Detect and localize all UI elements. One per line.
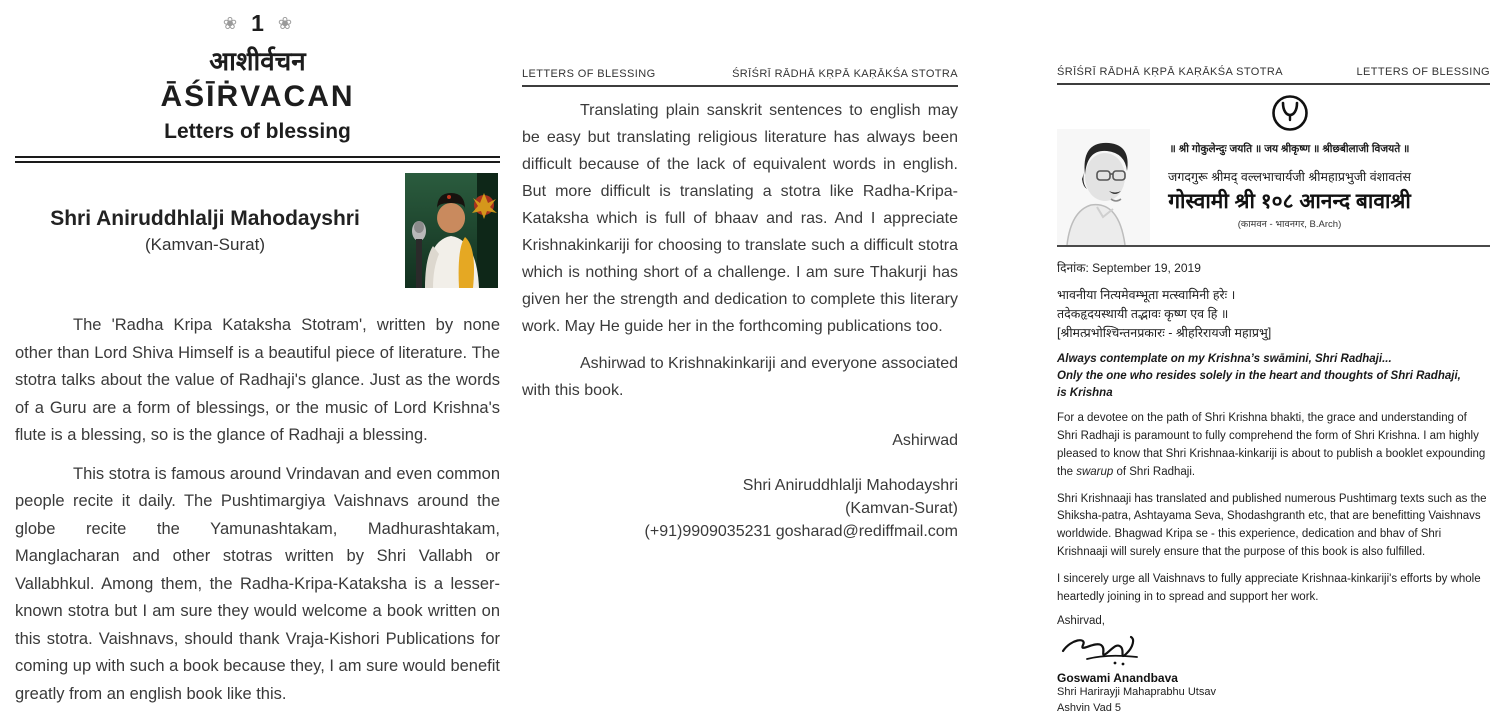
chapter-title-devanagari: आशीर्वचन	[209, 46, 306, 76]
running-header	[522, 68, 958, 87]
letterhead-name: गोस्वामी श्री १०८ आनन्द बावाश्री	[1168, 190, 1411, 213]
letterhead-photo	[1057, 129, 1150, 245]
paragraph	[1057, 410, 1490, 481]
author-photo	[405, 173, 498, 288]
shloka-line: भावनीया नित्यमेवम्भूता मत्स्वामिनी हरेः ।	[1057, 288, 1236, 302]
page-left	[15, 10, 500, 708]
invocation-line: ॥ श्री गोकुलेन्दुः जयति ॥ जय श्रीकृष्ण ॥ श्रीछबीलाजी विजयते ॥	[1169, 143, 1410, 155]
running-header	[1057, 66, 1490, 85]
signer-occasion: Shri Harirayji Mahaprabhu Utsav	[1057, 686, 1216, 699]
running-header-left: ŚRĪŚRĪ RĀDHĀ KṚPĀ KAṚĀKŚA STOTRA	[1057, 66, 1283, 78]
shloka	[1057, 286, 1490, 342]
double-rule-divider	[15, 156, 500, 163]
running-header-left: LETTERS OF BLESSING	[522, 68, 656, 80]
chapter-heading	[15, 10, 500, 150]
author-photo-illustration	[405, 173, 498, 288]
translation-line: is Krishna	[1057, 386, 1113, 399]
signer-place: (Kamvan-Surat)	[845, 500, 958, 517]
chapter-title-roman: ĀŚĪṘVACAN	[160, 80, 355, 113]
chapter-number-row	[15, 10, 500, 42]
paragraph: Translating plain sanskrit sentences to english may be easy but translating religious literature has always been difficult because of the lack of equivalent words in english. But more difficult is translating a stotra like Radha-Kripa-Kataksha which is full of bhaav and ras. And I appreciate Krishnakinkariji for choosing to translate such a difficult stotra which is nothing short of a challenge. I am sure Thakurji has given her the strength and dedication to complete this literary work. May He guide her in the forthcoming publications too.	[522, 102, 958, 335]
signer-name: Shri Aniruddhlalji Mahodayshri	[742, 477, 958, 494]
chapter-subtitle: Letters of blessing	[164, 120, 351, 143]
chapter-number: 1	[251, 10, 264, 36]
paragraph-text: of Shri Radhaji.	[1113, 465, 1196, 478]
letterhead	[1057, 91, 1490, 247]
running-header-right: ŚRĪŚRĪ RĀDHĀ KṚPĀ KAṚĀKŚA STOTRA	[732, 68, 958, 80]
lineage-line: जगदगुरू श्रीमद् वल्लभाचार्यजी श्रीमहाप्रभुजी वंशावतंस	[1168, 170, 1411, 184]
handwritten-signature	[1057, 629, 1490, 671]
author-names	[15, 207, 395, 255]
paragraph: This stotra is famous around Vrindavan and even common people recite it daily. The Pushtimargiya Vaishnavs around the globe recite the Yamunashtakam, Madhurashtakam, Manglacharan and other stotras written by Shri Vallabh or Vallabhkul. Among them, the Radha-Kripa-Kataksha is a lesser-known stotra but I am sure they would welcome a book written on this stotra. Vaishnavs, should thank Vraja-Kishori Publications for coming up with such a book because they, I am sure would benefit greatly from an english book like this.	[15, 464, 500, 703]
letterhead-center	[1129, 91, 1450, 230]
author-name: Shri Aniruddhlalji Mahodayshri	[50, 207, 360, 230]
closing-word: Ashirwad	[892, 432, 958, 449]
signature-block	[522, 474, 958, 543]
paragraph: I sincerely urge all Vaishnavs to fully appreciate Krishnaa-kinkariji's efforts by whole heartedly joining in to spread and support her work.	[1057, 572, 1481, 603]
author-section	[15, 173, 500, 301]
tilak-circle-logo-icon	[1270, 93, 1310, 138]
letterhead-photo-illustration	[1057, 129, 1150, 245]
lotus-flower-icon: ❀	[277, 14, 293, 33]
page-middle	[522, 68, 958, 543]
translation-line: Always contemplate on my Krishna’s swāmini, Shri Radhaji...	[1057, 353, 1392, 366]
letterhead-place: (कामवन - भावनगर, B.Arch)	[1237, 219, 1342, 230]
paragraph-text: For a devotee on the path of Shri Krishna bhakti, the grace and understanding of Shri Radhaji is paramount to fully comprehend the form of Shri Krishna. I am highly pleased to know that Shri Krishnaa-kinkariji is about to publish a booklet expounding the	[1057, 412, 1486, 478]
translation-line: Only the one who resides solely in the heart and thoughts of Shri Radhaji,	[1057, 369, 1461, 382]
shloka-attribution: [श्रीमत्प्रभोश्चिन्तनप्रकारः - श्रीहरिरायजी महाप्रभु]	[1057, 325, 1272, 340]
paragraph: The 'Radha Kripa Kataksha Stotram', written by none other than Lord Shiva Himself is a beautiful piece of literature. The stotra talks about the value of Radhaji's glance. Just as the words of a Guru are a form of blessings, or the music of Lord Krishna's flute is a blessing, so is the glance of Radhaji a blessing.	[15, 316, 500, 444]
signer-contact: (+91)9909035231 gosharad@rediffmail.com	[644, 523, 958, 540]
page-right	[1057, 66, 1490, 716]
lotus-flower-icon: ❀	[222, 14, 238, 33]
italic-term: swarup	[1076, 465, 1114, 478]
shloka-line: तदेकहृदयस्थायी तद्भावः कृष्ण एव हि ॥	[1057, 306, 1229, 321]
date-line: दिनांक: September 19, 2019	[1057, 261, 1201, 275]
closing-word: Ashirvad,	[1057, 615, 1105, 628]
running-header-right: LETTERS OF BLESSING	[1356, 66, 1490, 78]
signer-date: Ashvin Vad 5	[1057, 701, 1122, 714]
shloka-translation	[1057, 351, 1490, 401]
author-place: (Kamvan-Surat)	[145, 235, 265, 254]
paragraph: Shri Krishnaaji has translated and published numerous Pushtimarg texts such as the Shiksha-patra, Ashtayama Seva, Shodashgranth etc, that are benefitting Vaishnavs worldwide. Bhagwad Kripa se - this experience, dedication and bhav of Shri Krishnaaji will surely ensure that the purpose of this book is also fulfilled.	[1057, 492, 1487, 558]
signer-name: Goswami Anandbava	[1057, 671, 1178, 686]
paragraph: Ashirwad to Krishnakinkariji and everyone associated with this book.	[522, 355, 958, 399]
